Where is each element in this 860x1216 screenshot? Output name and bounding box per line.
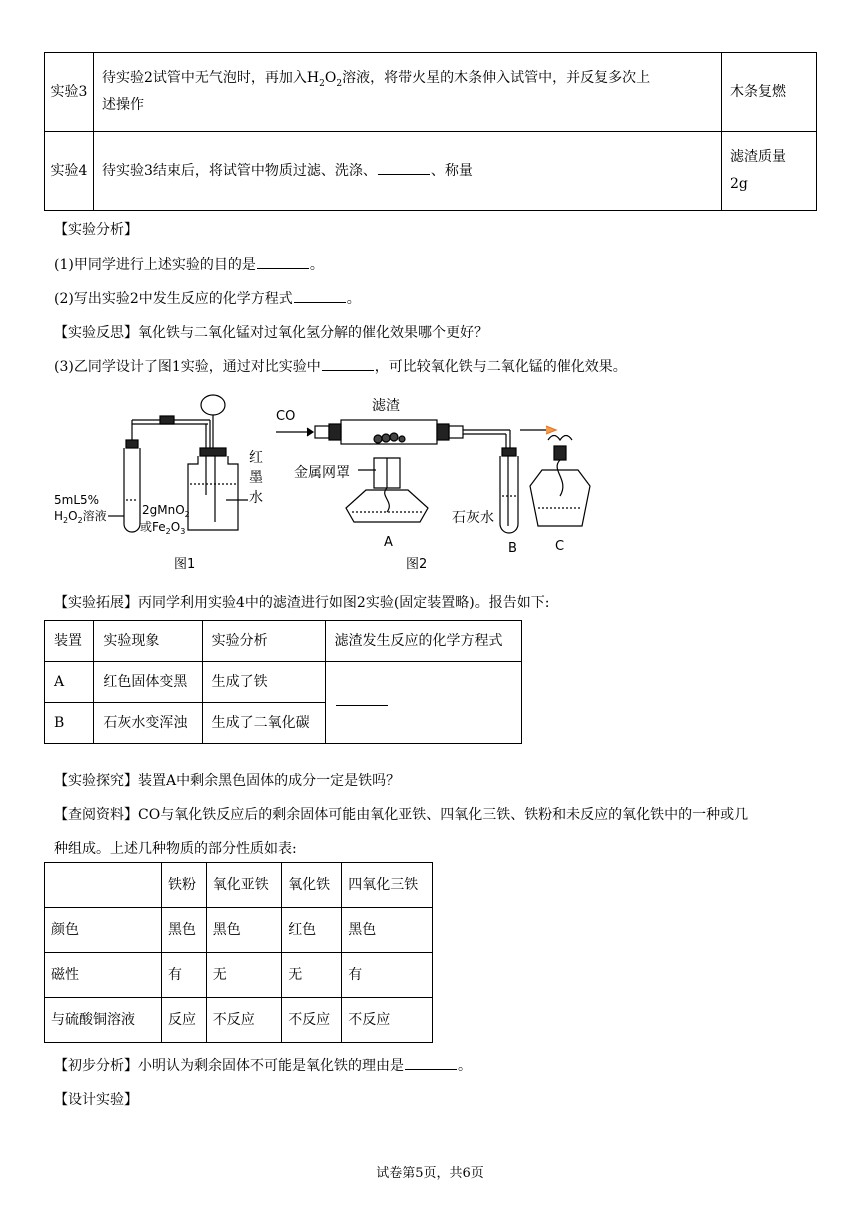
header-cell: 氧化铁: [282, 863, 342, 908]
subscript: 2: [336, 78, 343, 89]
step-text: 述操作: [102, 97, 144, 113]
table-cell: 无: [206, 953, 281, 998]
fig1-red-ink-1: 红: [249, 450, 263, 466]
table-cell: 生成了铁: [202, 662, 325, 703]
fig1-h2o2-label: 5mL5%: [54, 493, 100, 507]
header-cell: 实验现象: [94, 621, 202, 662]
equation-cell: [325, 662, 522, 744]
table-cell: 反应: [162, 998, 207, 1043]
inquiry-text: 【实验探究】装置A中剩余黑色固体的成分一定是铁吗？: [54, 773, 401, 789]
table-cell: 石灰水变浑浊: [94, 703, 202, 744]
table-cell: 有: [342, 953, 433, 998]
page-footer: 试卷第5页，共6页: [376, 1166, 484, 1181]
report-table: [44, 620, 522, 744]
step-text: 待实验2试管中无气泡时，再加入H: [102, 70, 320, 86]
table-cell: 与硫酸铜溶液: [45, 998, 162, 1043]
table-header-row: [45, 621, 522, 662]
table-cell: A: [45, 662, 94, 703]
table-row: [45, 998, 433, 1043]
table-cell: 无: [282, 953, 342, 998]
properties-table: [44, 862, 433, 1043]
table-cell: B: [45, 703, 94, 744]
table-cell: 黑色: [342, 908, 433, 953]
preliminary-text: [54, 1055, 472, 1075]
header-cell: 滤渣发生反应的化学方程式: [325, 621, 522, 662]
table-cell: 不反应: [206, 998, 281, 1043]
table-cell: 黑色: [206, 908, 281, 953]
fig2-tube: [276, 420, 556, 448]
table-cell: 红色: [282, 908, 342, 953]
step-text: 、称量: [430, 162, 473, 179]
question-text: 【初步分析】小明认为剩余固体不可能是氧化铁的理由是: [54, 1058, 404, 1074]
fig2-co-label: CO: [276, 409, 296, 424]
step-text: O: [324, 70, 337, 86]
table-cell: 生成了二氧化碳: [202, 703, 325, 744]
table-cell: 不反应: [342, 998, 433, 1043]
header-cell: [45, 863, 162, 908]
header-cell: 装置: [45, 621, 94, 662]
fig2-label-c: C: [555, 539, 565, 554]
fig2-lamp-c: [530, 436, 590, 527]
experiment-name: 实验4: [45, 132, 94, 211]
subscript: 2: [319, 78, 325, 89]
question-text: (2)写出实验2中发生反应的化学方程式: [54, 291, 293, 307]
result-text: 2g: [730, 176, 748, 192]
table-cell: 红色固体变黑: [94, 662, 202, 703]
section-heading: 【实验分析】: [54, 222, 138, 238]
fig1-mno2-label: 2gMnO$_2$: [142, 503, 190, 519]
table-cell: 颜色: [45, 908, 162, 953]
fig2-limewater-label: 石灰水: [452, 510, 494, 526]
question-text: ，可比较氧化铁与二氧化锰的催化效果。: [374, 359, 627, 375]
header-cell: 实验分析: [202, 621, 325, 662]
header-cell: 氧化亚铁: [206, 863, 281, 908]
table-cell: 不反应: [282, 998, 342, 1043]
fig1-red-ink-2: 墨: [249, 470, 263, 486]
table-header-row: [45, 863, 433, 908]
header-cell: 四氧化三铁: [342, 863, 433, 908]
fig2-lamp-a: [346, 458, 428, 522]
reflection-text: 【实验反思】氧化铁与二氧化锰对过氧化氢分解的催化效果哪个更好？: [54, 325, 488, 341]
fig2-test-tube-b: [500, 448, 518, 533]
fig2-residue-label: 滤渣: [372, 398, 400, 414]
fig2-metal-cover-label: 金属网罩: [294, 465, 350, 481]
experiment-result: 木条复燃: [722, 53, 817, 132]
experiment-name: 实验3: [45, 53, 94, 132]
result-text: 滤渣质量: [730, 149, 786, 165]
table-cell: 磁性: [45, 953, 162, 998]
answer-blank: [405, 1055, 457, 1070]
table-cell: 有: [162, 953, 207, 998]
fig2-caption: 图2: [406, 557, 428, 572]
fig2-label-b: B: [508, 541, 517, 556]
question-text: (1)甲同学进行上述实验的目的是: [54, 257, 256, 273]
fig1-red-ink-3: 水: [249, 490, 263, 506]
table-cell: 黑色: [162, 908, 207, 953]
fig1-h2o2-formula: $H_2O_2$溶液: [54, 509, 107, 525]
fig1-bottle: [188, 395, 238, 530]
fig2-label-a: A: [384, 535, 393, 550]
extension-text: 【实验拓展】丙同学利用实验4中的滤渣进行如图2实验(固定装置略)。报告如下:: [54, 595, 550, 611]
question-text: (3)乙同学设计了图1实验，通过对比实验中: [54, 359, 321, 375]
punctuation: 。: [309, 257, 324, 273]
answer-blank: [336, 691, 388, 706]
reference-text-2: 种组成。上述几种物质的部分性质如表:: [54, 841, 297, 857]
punctuation: 。: [458, 1058, 472, 1074]
design-heading: 【设计实验】: [54, 1092, 138, 1108]
fig1-caption: 图1: [174, 557, 196, 572]
table-row: [45, 662, 522, 703]
header-cell: 铁粉: [162, 863, 207, 908]
step-text: 溶液，将带火星的木条伸入试管中，并反复多次上: [342, 70, 651, 86]
table-row: [45, 953, 433, 998]
step-text: 待实验3结束后，将试管中物质过滤、洗涤、: [102, 162, 377, 179]
reference-text-1: 【查阅资料】CO与氧化铁反应后的剩余固体可能由氧化亚铁、四氧化三铁、铁粉和未反应的氧化铁中的一种或几: [54, 807, 749, 823]
table-row: [45, 908, 433, 953]
punctuation: 。: [346, 291, 361, 307]
fig1-fe2o3-label: 或$Fe_2O_3$: [140, 520, 186, 536]
